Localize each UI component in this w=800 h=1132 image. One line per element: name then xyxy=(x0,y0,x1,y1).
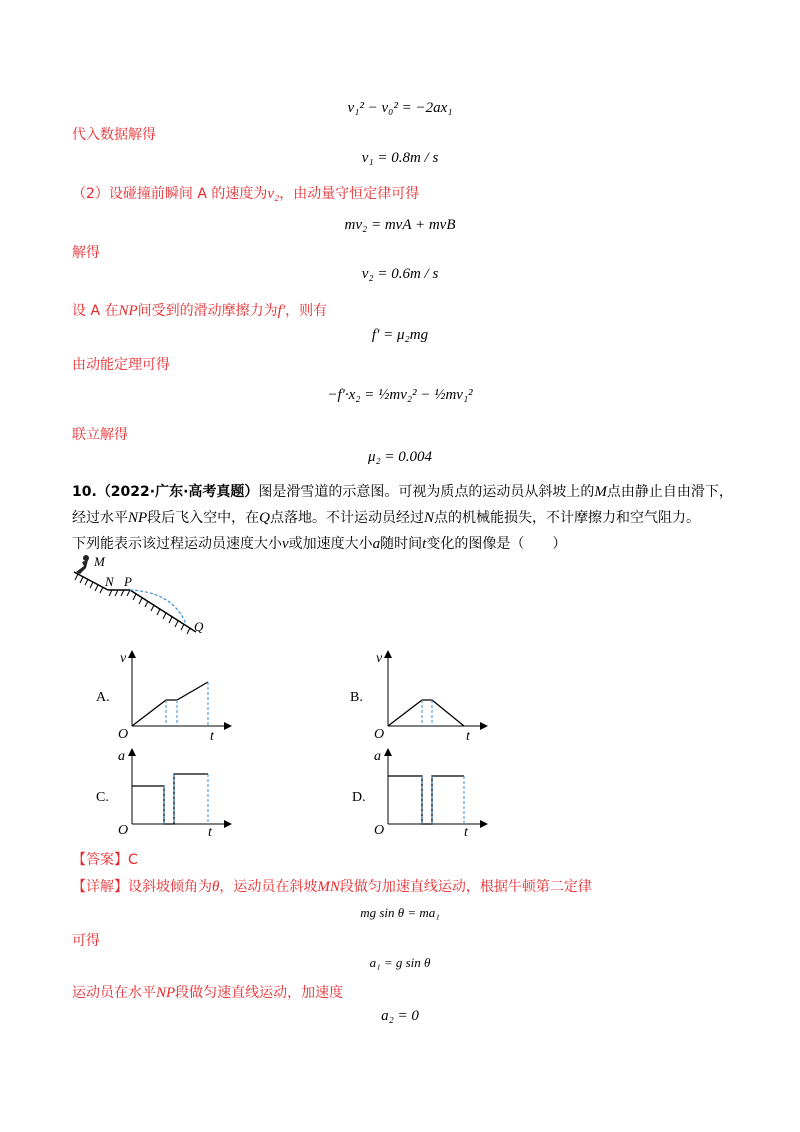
svg-text:a: a xyxy=(118,749,125,764)
graph-a xyxy=(112,648,232,740)
equation-kinematics: v₁² − v₀² = −2ax₁ xyxy=(347,100,453,116)
graph-b xyxy=(368,648,488,740)
svg-text:v: v xyxy=(376,651,383,666)
graph-d xyxy=(368,746,488,838)
text-part2: （2）设碰撞前瞬间 A 的速度为v₂，由动量守恒定律可得 xyxy=(72,186,420,202)
text-combined: 联立解得 xyxy=(72,427,128,443)
detail-line: 【详解】设斜坡倾角为θ，运动员在斜坡MN段做匀加速直线运动，根据牛顿第二定律 xyxy=(72,879,592,895)
svg-text:O: O xyxy=(374,823,385,838)
label-M: M xyxy=(94,554,105,569)
svg-text:t: t xyxy=(210,729,214,740)
text-uniform-motion: 运动员在水平NP段做匀速直线运动，加速度 xyxy=(72,985,344,1001)
question-10: 10.（2022·广东·高考真题）图是滑雪道的示意图。可视为质点的运动员从斜坡上的M点由静止自由滑下， 经过水平NP段后飞入空中，在Q点落地。不计运动员经过N点的机械能损失，不计摩擦力和空气阻力。 下列能表示该过程运动员速度大小v或加速度大小a随时间t变化的图像是（ ） xyxy=(72,484,733,552)
equation-momentum: mv₂ = mvA + mvB xyxy=(344,217,456,233)
text-kede: 可得 xyxy=(72,933,100,949)
option-a-label: A. xyxy=(96,690,110,705)
option-d-label: D. xyxy=(352,790,366,805)
svg-text:t: t xyxy=(464,825,468,838)
text-friction: 设 A 在NP间受到的滑动摩擦力为f′，则有 xyxy=(72,303,328,319)
answer-line: 【答案】C xyxy=(72,852,138,868)
equation-friction: f′ = μ₂mg xyxy=(371,327,429,343)
graph-c xyxy=(112,746,232,838)
equation-energy: −f′·x₂ = ½mv₂² − ½mv₁² xyxy=(327,387,473,403)
svg-text:a: a xyxy=(374,749,381,764)
svg-text:O: O xyxy=(118,823,129,838)
svg-text:O: O xyxy=(118,727,129,740)
label-N: N xyxy=(105,574,114,589)
svg-text:v: v xyxy=(120,651,127,666)
equation-newton: mg sin θ = ma₁ xyxy=(360,905,440,920)
label-Q: Q xyxy=(194,619,204,634)
text-energy-theorem: 由动能定理可得 xyxy=(72,357,170,373)
ski-slope-diagram xyxy=(68,552,228,642)
text-solve: 解得 xyxy=(72,245,100,261)
equation-a1: a₁ = g sin θ xyxy=(369,955,431,970)
equation-mu2: μ₂ = 0.004 xyxy=(367,449,433,465)
option-c-label: C. xyxy=(96,790,109,805)
equation-v1: v₁ = 0.8m / s xyxy=(361,150,439,166)
svg-text:t: t xyxy=(208,825,212,838)
equation-v2: v₂ = 0.6m / s xyxy=(361,266,439,282)
svg-text:t: t xyxy=(466,729,470,740)
text-substitute: 代入数据解得 xyxy=(72,127,156,143)
svg-text:O: O xyxy=(374,727,385,740)
skier-icon xyxy=(76,555,89,574)
option-b-label: B. xyxy=(350,690,363,705)
label-P: P xyxy=(124,574,132,589)
equation-a2: a₂ = 0 xyxy=(381,1008,419,1024)
